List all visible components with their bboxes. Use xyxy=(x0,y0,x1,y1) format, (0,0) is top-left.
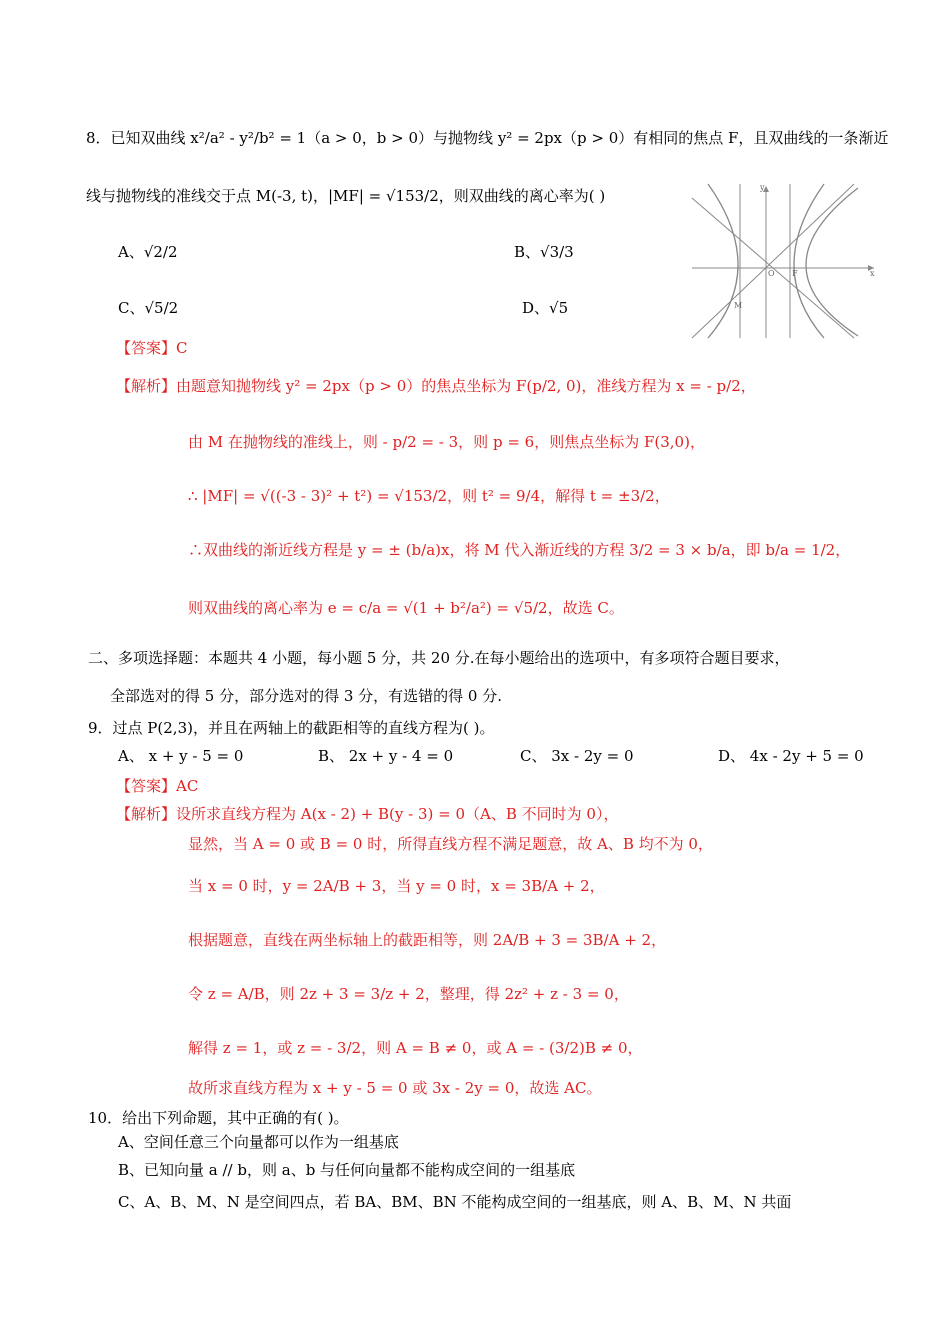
hyperbola-parabola-figure xyxy=(688,180,880,340)
q9-analysis-step1 xyxy=(116,804,618,824)
section2-heading-line1: 二、多项选择题：本题共 4 小题，每小题 5 分，共 20 分.在每小题给出的选项中，有多项符合题目要求， xyxy=(88,649,790,667)
q8-answer xyxy=(116,338,188,358)
q10-option-a: A、空间任意三个向量都可以作为一组基底 xyxy=(118,1133,399,1151)
q8-analysis-step3: ∴ |MF| = √((-3 - 3)² + t²) = √153/2，则 t² = 9/4，解得 t = ±3/2， xyxy=(188,487,670,505)
answer-label: 【答案】 xyxy=(116,339,177,357)
figure-point-m-label: M xyxy=(734,301,743,310)
q10-option-c: C、A、B、M、N 是空间四点，若 BA、BM、BN 不能构成空间的一组基底，则 A、B、M、N 共面 xyxy=(118,1193,792,1211)
analysis-text: 由题意知抛物线 y² = 2px（p > 0）的焦点坐标为 F(p/2, 0)，准线方程为 x = - p/2， xyxy=(176,377,756,395)
analysis-text: 设所求直线方程为 A(x - 2) + B(y - 3) = 0（A、B 不同时为 0）， xyxy=(176,805,619,823)
figure-x-label: x xyxy=(870,269,875,278)
figure-y-label: y xyxy=(760,183,765,192)
q9-stem: 9．过点 P(2,3)，并且在两轴上的截距相等的直线方程为( )。 xyxy=(88,719,495,737)
q9-option-d: D、 4x - 2y + 5 = 0 xyxy=(718,747,864,765)
answer-label: 【答案】 xyxy=(116,777,177,795)
q8-option-c: C、√5/2 xyxy=(118,299,179,317)
figure-focus-label: F xyxy=(792,269,798,278)
analysis-label: 【解析】 xyxy=(116,805,177,823)
q8-analysis-step5: 则双曲线的离心率为 e = c/a = √(1 + b²/a²) = √5/2，故选 C。 xyxy=(188,599,624,617)
q9-analysis-step3: 当 x = 0 时，y = 2A/B + 3，当 y = 0 时，x = 3B/A + 2， xyxy=(188,877,605,895)
q9-option-a: A、 x + y - 5 = 0 xyxy=(118,747,244,765)
q9-analysis-step5: 令 z = A/B，则 2z + 3 = 3/z + 2，整理，得 2z² + z - 3 = 0， xyxy=(188,985,629,1003)
answer-value: AC xyxy=(176,777,199,795)
analysis-label: 【解析】 xyxy=(116,377,177,395)
q9-analysis-step4: 根据题意，直线在两坐标轴上的截距相等，则 2A/B + 3 = 3B/A + 2， xyxy=(188,931,667,949)
q8-analysis-step4: ∴双曲线的渐近线方程是 y = ± (b/a)x，将 M 代入渐近线的方程 3/2 = 3 × b/a，即 b/a = 1/2， xyxy=(188,541,851,559)
q10-option-b: B、已知向量 a // b，则 a、b 与任何向量都不能构成空间的一组基底 xyxy=(118,1161,576,1179)
q9-option-c: C、 3x - 2y = 0 xyxy=(520,747,634,765)
q9-option-b: B、 2x + y - 4 = 0 xyxy=(318,747,454,765)
q8-option-a: A、√2/2 xyxy=(118,243,178,261)
q8-stem-line1: 8．已知双曲线 x²/a² - y²/b² = 1（a > 0，b > 0）与抛物线 y² = 2px（p > 0）有相同的焦点 F，且双曲线的一条渐近 xyxy=(86,129,889,147)
q8-stem-line2: 线与抛物线的准线交于点 M(-3, t)，|MF| = √153/2，则双曲线的离心率为( ) xyxy=(86,187,606,205)
q9-analysis-step6: 解得 z = 1，或 z = - 3/2，则 A = B ≠ 0，或 A = - (3/2)B ≠ 0， xyxy=(188,1039,643,1057)
q9-analysis-step7: 故所求直线方程为 x + y - 5 = 0 或 3x - 2y = 0，故选 AC。 xyxy=(188,1079,602,1097)
q8-option-d: D、√5 xyxy=(522,299,569,317)
section2-heading-line2: 全部选对的得 5 分，部分选对的得 3 分，有选错的得 0 分. xyxy=(110,687,503,705)
q9-answer xyxy=(116,776,198,796)
figure-origin-label: O xyxy=(768,269,775,278)
q8-analysis-step1 xyxy=(116,376,756,396)
q9-analysis-step2: 显然，当 A = 0 或 B = 0 时，所得直线方程不满足题意，故 A、B 均不为 0， xyxy=(188,835,713,853)
answer-value: C xyxy=(176,339,188,357)
q8-analysis-step2: 由 M 在抛物线的准线上，则 - p/2 = - 3，则 p = 6，则焦点坐标为 F(3,0)， xyxy=(188,433,705,451)
q8-option-b: B、√3/3 xyxy=(514,243,574,261)
q10-stem: 10．给出下列命题，其中正确的有( )。 xyxy=(88,1109,349,1127)
